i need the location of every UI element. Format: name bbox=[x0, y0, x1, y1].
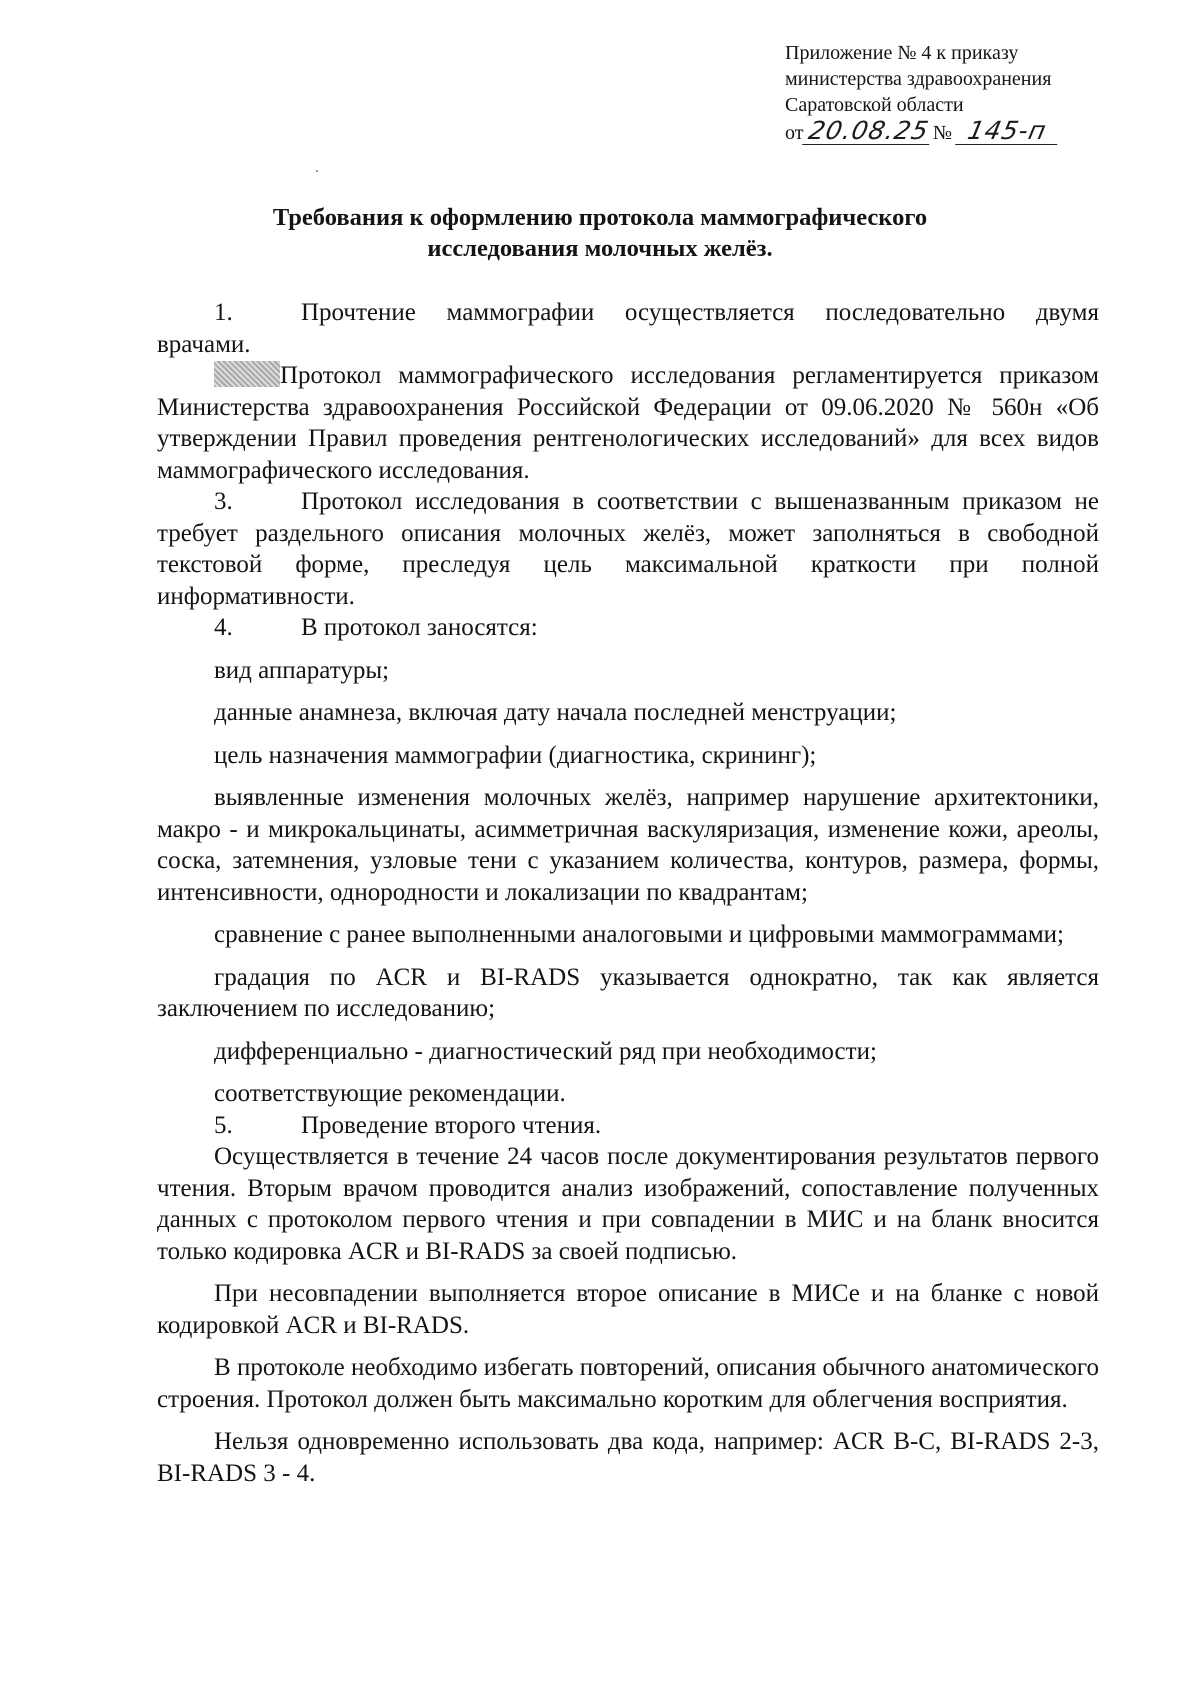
document-title bbox=[160, 202, 1040, 264]
redaction-mark bbox=[214, 361, 280, 387]
item-4-sub-8: соответствующие рекомендации. bbox=[214, 1080, 566, 1107]
scan-speck bbox=[316, 170, 318, 172]
item-5 bbox=[157, 1110, 1099, 1142]
item-1 bbox=[157, 297, 1099, 360]
number-prefix: № bbox=[932, 122, 952, 144]
item-5-paragraph-2: При несовпадении выполняется второе описание в МИСе и на бланке с новой кодировкой ACR и BI-RADS. bbox=[157, 1280, 1099, 1339]
item-4-sub-3: цель назначения маммографии (диагностика, скрининг); bbox=[214, 741, 817, 769]
item-3-number: 3. bbox=[214, 488, 233, 515]
item-2-text: Протокол маммографического исследования регламентируется приказом Министерства здравоохранения Российской Федерации от 09.06.2020 № 560н «Об утверждении Правил проведения рентгенологических исследований» для всех видов маммографического исследования. bbox=[157, 362, 1099, 484]
item-5-paragraph-4: Нельзя одновременно использовать два кода, например: ACR B-C, BI-RADS 2-3, BI-RADS 3 - 4. bbox=[157, 1428, 1099, 1487]
approval-line-3: Саратовской области bbox=[785, 94, 964, 116]
date-prefix: от bbox=[785, 122, 804, 144]
item-5-text: Проведение второго чтения. bbox=[301, 1111, 602, 1139]
item-1-text: Прочтение маммографии осуществляется последовательно двумя врачами. bbox=[157, 299, 1099, 358]
item-5-paragraph-3: В протоколе необходимо избегать повторений, описания обычного анатомического строения. Протокол должен быть максимально коротким для облегчения восприятия. bbox=[157, 1354, 1099, 1413]
approval-date-line bbox=[785, 118, 1125, 146]
approval-stamp-block bbox=[785, 40, 1125, 146]
approval-line-2: министерства здравоохранения bbox=[785, 68, 1052, 90]
document-body bbox=[157, 297, 1099, 1489]
item-3-text: Протокол исследования в соответствии с вышеназванным приказом не требует раздельного описания молочных желёз, может заполняться в свободной текстовой форме, преследуя цель максимальной краткости при полной информативности. bbox=[157, 488, 1099, 610]
item-4-sub-4: выявленные изменения молочных желёз, например нарушение архитектоники, макро - и микрокальцинаты, асимметричная васкуляризация, изменение кожи, ареолы, соска, затемнения, узловые тени с указанием количества, контуров, размера, формы, интенсивности, однородности и локализации по квадрантам; bbox=[157, 784, 1099, 906]
item-4-sub-6: градация по ACR и BI-RADS указывается однократно, так как является заключением по исследованию; bbox=[157, 963, 1099, 1022]
item-3 bbox=[157, 486, 1099, 612]
title-line-2: исследования молочных желёз. bbox=[427, 235, 773, 262]
approval-line-1: Приложение № 4 к приказу bbox=[785, 42, 1019, 64]
handwritten-order-number: 145-п bbox=[955, 118, 1063, 145]
item-4-sub-1: вид аппаратуры; bbox=[214, 656, 390, 684]
item-5-paragraph-1: Осуществляется в течение 24 часов после документирования результатов первого чтения. Вторым врачом проводится анализ изображений, сопоставление полученных данных с протоколом первого чтения и при совпадении в МИС и на бланк вносится только кодировка ACR и BI-RADS за своей подписью. bbox=[157, 1143, 1099, 1265]
item-1-number: 1. bbox=[214, 299, 233, 326]
item-4-text: В протокол заносятся: bbox=[301, 614, 538, 641]
item-4-sub-5: сравнение с ранее выполненными аналоговыми и цифровыми маммограммами; bbox=[214, 921, 1064, 948]
item-5-number: 5. bbox=[214, 1111, 233, 1139]
item-4-sub-7: дифференциально - диагностический ряд при необходимости; bbox=[214, 1037, 877, 1065]
item-2 bbox=[157, 360, 1099, 486]
item-4-sub-2: данные анамнеза, включая дату начала последней менструации; bbox=[214, 699, 897, 726]
item-4 bbox=[157, 612, 1099, 644]
item-4-number: 4. bbox=[214, 614, 233, 641]
handwritten-date: 20.08.25 bbox=[803, 118, 936, 145]
title-line-1: Требования к оформлению протокола маммографического bbox=[272, 204, 928, 231]
